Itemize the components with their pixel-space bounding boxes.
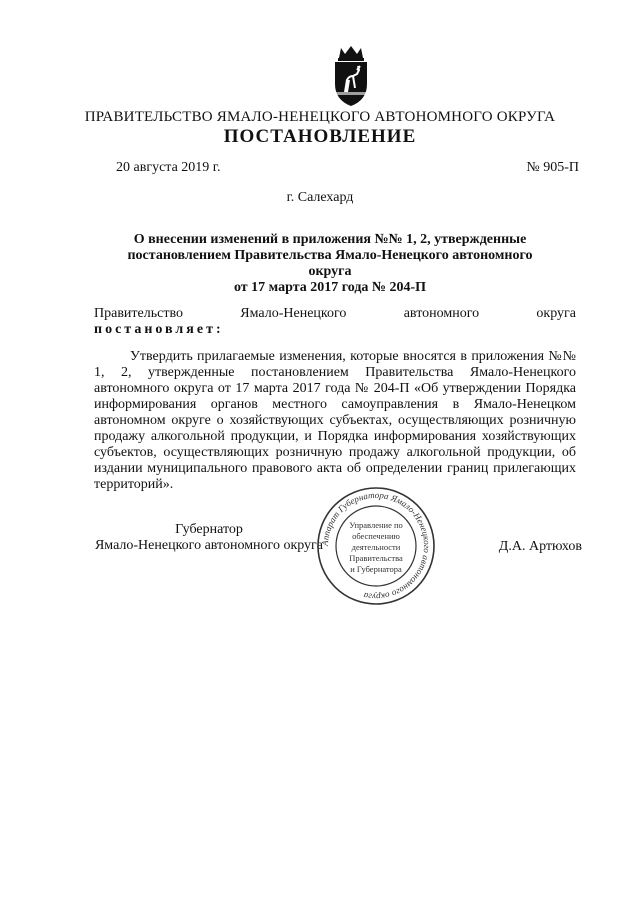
document-type: ПОСТАНОВЛЕНИЕ bbox=[223, 126, 417, 147]
document-title bbox=[110, 232, 550, 296]
title-line-3: от 17 марта 2017 года № 204-П bbox=[233, 280, 427, 295]
seal-center-line-1: Управление по bbox=[349, 520, 403, 530]
government-name: ПРАВИТЕЛЬСТВО ЯМАЛО-НЕНЕЦКОГО АВТОНОМНОГО ОКРУГА bbox=[84, 109, 556, 125]
coat-of-arms-icon bbox=[329, 44, 373, 108]
preamble-line-2: постановляет: bbox=[94, 322, 224, 337]
seal-center-line-2: обеспечению bbox=[352, 531, 400, 541]
document-number: № 905-П bbox=[526, 160, 579, 175]
document-city: г. Салехард bbox=[286, 190, 354, 205]
seal-center-line-3: деятельности bbox=[351, 542, 401, 552]
title-line-1: О внесении изменений в приложения №№ 1, 2, утвержденные bbox=[133, 232, 527, 247]
signatory-position-line-2: Ямало-Ненецкого автономного округа bbox=[94, 538, 324, 553]
signatory-position-line-1: Губернатор bbox=[175, 522, 243, 537]
seal-center-line-5: и Губернатора bbox=[350, 564, 402, 574]
signatory-position bbox=[94, 522, 324, 554]
official-seal-icon bbox=[314, 484, 438, 608]
signatory-name: Д.А. Артюхов bbox=[498, 539, 582, 554]
preamble-line-1: Правительство Ямало-Ненецкого автономного округа bbox=[94, 306, 576, 321]
title-line-2: постановлением Правительства Ямало-Ненецкого автономного округа bbox=[127, 248, 533, 279]
seal-ring-text: Аппарат Губернатора Ямало-Ненецкого автономного округа bbox=[319, 489, 433, 603]
body-paragraph: Утвердить прилагаемые изменения, которые вносятся в приложения №№ 1, 2, утвержденные постановлением Правительства Ямало-Ненецкого автономного округа от 17 марта 2017 года № 204-П «Об утверждении Порядка информирования органов местного самоуправления в Ямало-Ненецком автономном округе о хозяйствующих субъектах, осуществляющих розничную продажу алкогольной продукции, и Порядка информирования хозяйствующих субъектов, осуществляющих розничную продажу алкогольной продукции, об издании муниципального правового акта об определении границ прилегающих территорий». bbox=[94, 349, 576, 492]
document-date: 20 августа 2019 г. bbox=[116, 160, 221, 175]
seal-center-line-4: Правительства bbox=[349, 553, 403, 563]
